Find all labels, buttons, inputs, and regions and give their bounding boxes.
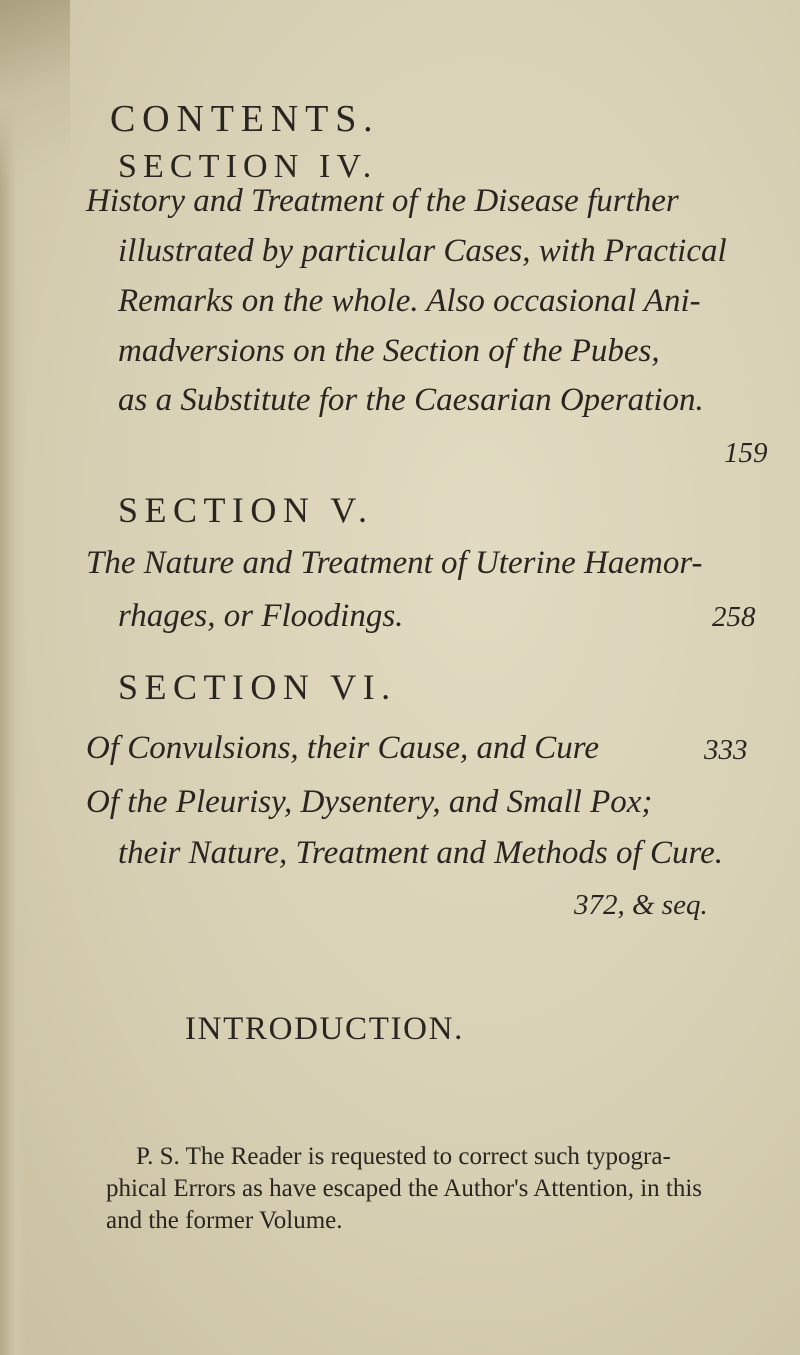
section-vi-entry-2-page-number: 372, & seq. — [574, 889, 708, 921]
section-iv-line-2: illustrated by particular Cases, with Practical — [118, 233, 727, 269]
section-vi-entry-1-page-number: 333 — [704, 734, 748, 766]
section-iv-line-5: as a Substitute for the Caesarian Operation. — [118, 382, 704, 418]
section-vi-entry-1: Of Convulsions, their Cause, and Cure — [86, 730, 600, 766]
section-iv-line-1: History and Treatment of the Disease further — [86, 183, 679, 219]
section-v-line-2: rhages, or Floodings. — [118, 598, 404, 634]
section-iv-line-4: madversions on the Section of the Pubes, — [118, 333, 660, 369]
postscript-line-1: P. S. The Reader is requested to correct such typogra- — [136, 1143, 671, 1170]
section-iv-page-number: 159 — [724, 437, 768, 469]
page-title: CONTENTS. — [110, 98, 380, 140]
postscript-line-3: and the former Volume. — [106, 1207, 343, 1234]
section-iv-line-3: Remarks on the whole. Also occasional Ani- — [118, 283, 701, 319]
section-vi-entry-2-line-1: Of the Pleurisy, Dysentery, and Small Pox; — [86, 784, 653, 820]
section-v-heading: SECTION V. — [118, 490, 374, 530]
section-v-line-1: The Nature and Treatment of Uterine Haemor- — [86, 545, 703, 581]
section-v-page-number: 258 — [712, 601, 756, 633]
section-vi-entry-2-line-2: their Nature, Treatment and Methods of Cure. — [118, 835, 723, 871]
postscript-line-2: phical Errors as have escaped the Author's Attention, in this — [106, 1175, 703, 1202]
section-vi-heading: SECTION VI. — [118, 667, 397, 707]
introduction-heading: INTRODUCTION. — [185, 1011, 465, 1047]
section-iv-heading: SECTION IV. — [118, 148, 378, 185]
page-corner-shadow — [0, 0, 70, 210]
